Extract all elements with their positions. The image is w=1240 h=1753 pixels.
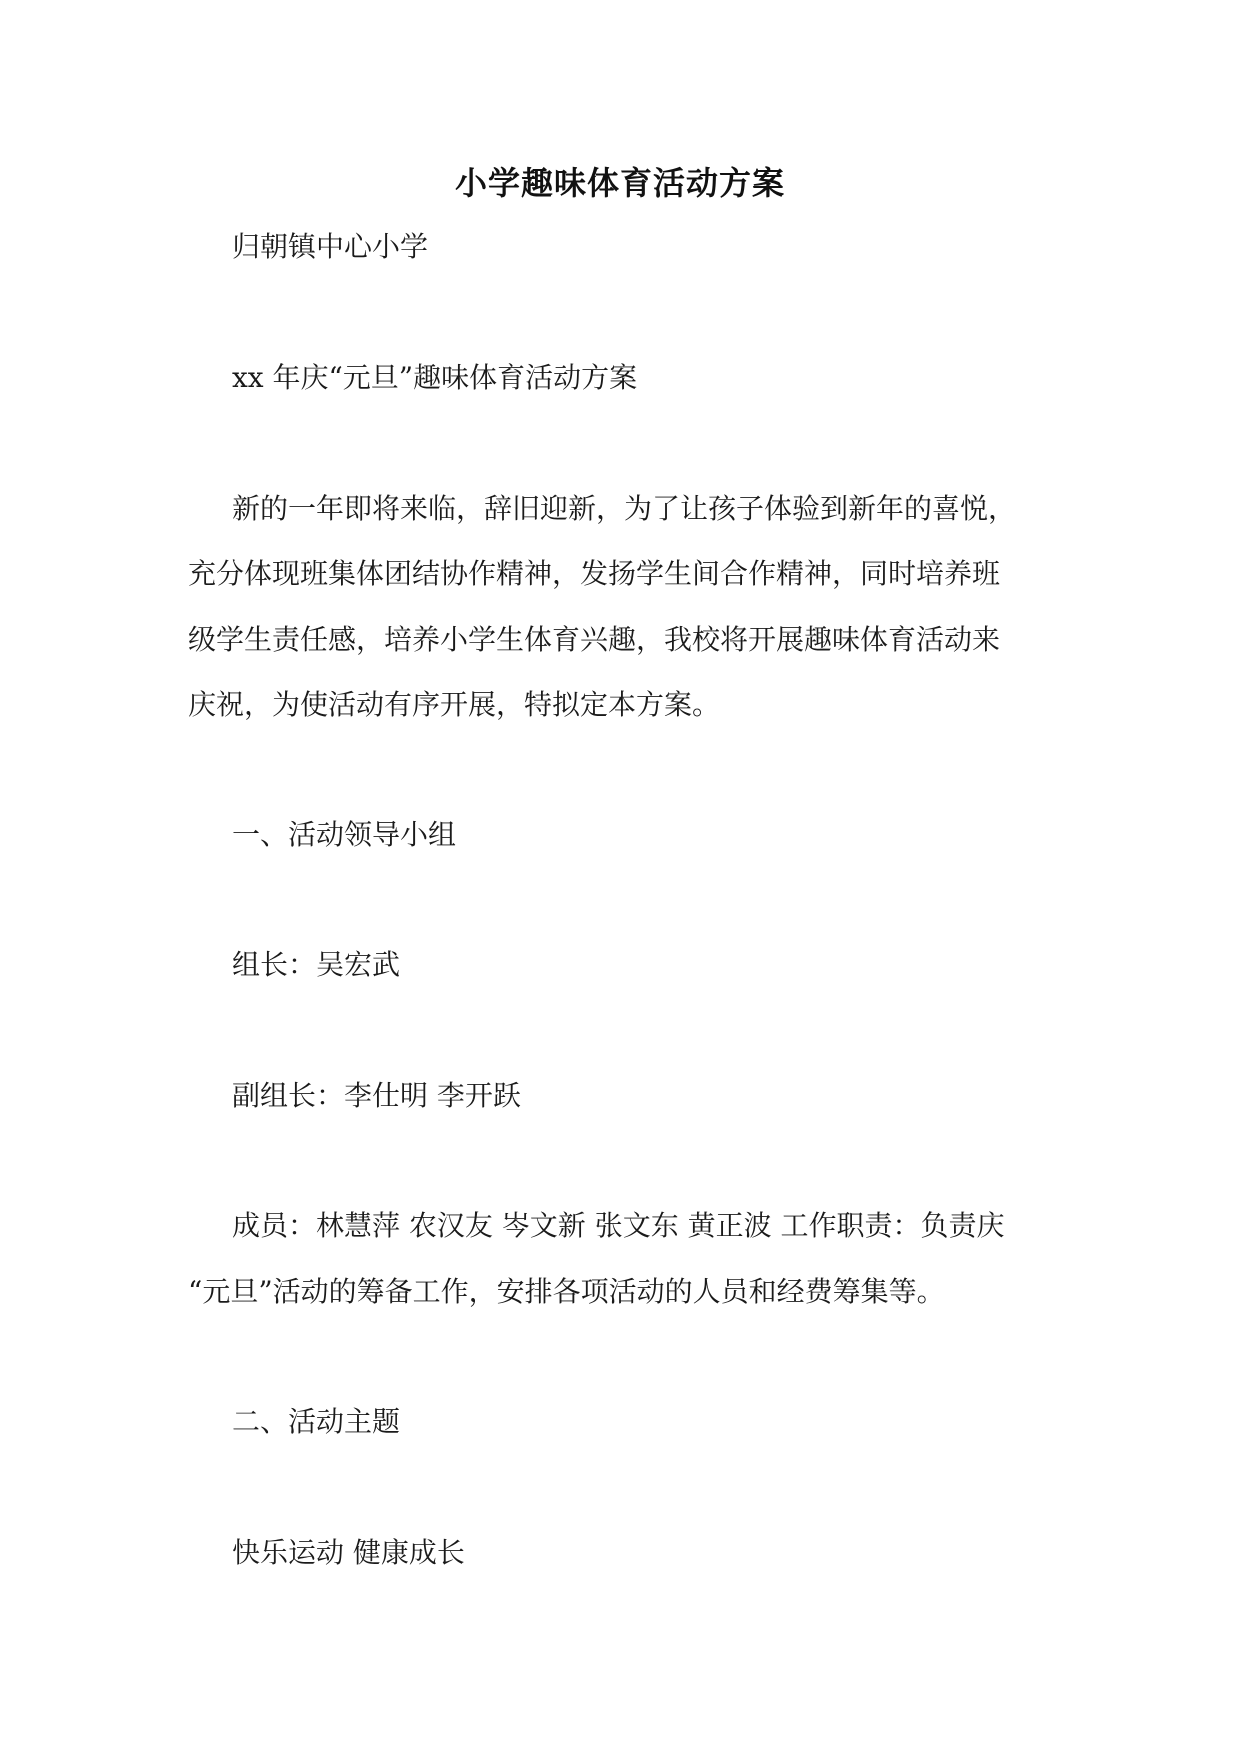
intro-line-1: 新的一年即将来临，辞旧迎新，为了让孩子体验到新年的喜悦， [232, 492, 1017, 525]
intro-line-2: 充分体现班集体团结协作精神，发扬学生间合作精神，同时培养班 [188, 557, 1001, 590]
section-heading-leadership: 一、活动领导小组 [232, 818, 457, 851]
deputy-leader-line: 副组长：李仕明 李开跃 [232, 1079, 521, 1112]
intro-line-3: 级学生责任感，培养小学生体育兴趣，我校将开展趣味体育活动来 [188, 623, 1001, 656]
leader-line: 组长：吴宏武 [232, 948, 401, 981]
plan-subtitle: xx 年庆“元旦”趣味体育活动方案 [232, 361, 638, 394]
members-line-1: 成员：林慧萍 农汉友 岑文新 张文东 黄正波 工作职责：负责庆 [232, 1209, 1005, 1242]
theme-line: 快乐运动 健康成长 [232, 1536, 465, 1569]
intro-line-4: 庆祝，为使活动有序开展，特拟定本方案。 [188, 688, 721, 721]
document-title: 小学趣味体育活动方案 [454, 164, 785, 202]
members-line-2: “元旦”活动的筹备工作，安排各项活动的人员和经费筹集等。 [188, 1275, 945, 1308]
section-heading-theme: 二、活动主题 [232, 1405, 401, 1438]
school-name: 归朝镇中心小学 [232, 230, 429, 263]
